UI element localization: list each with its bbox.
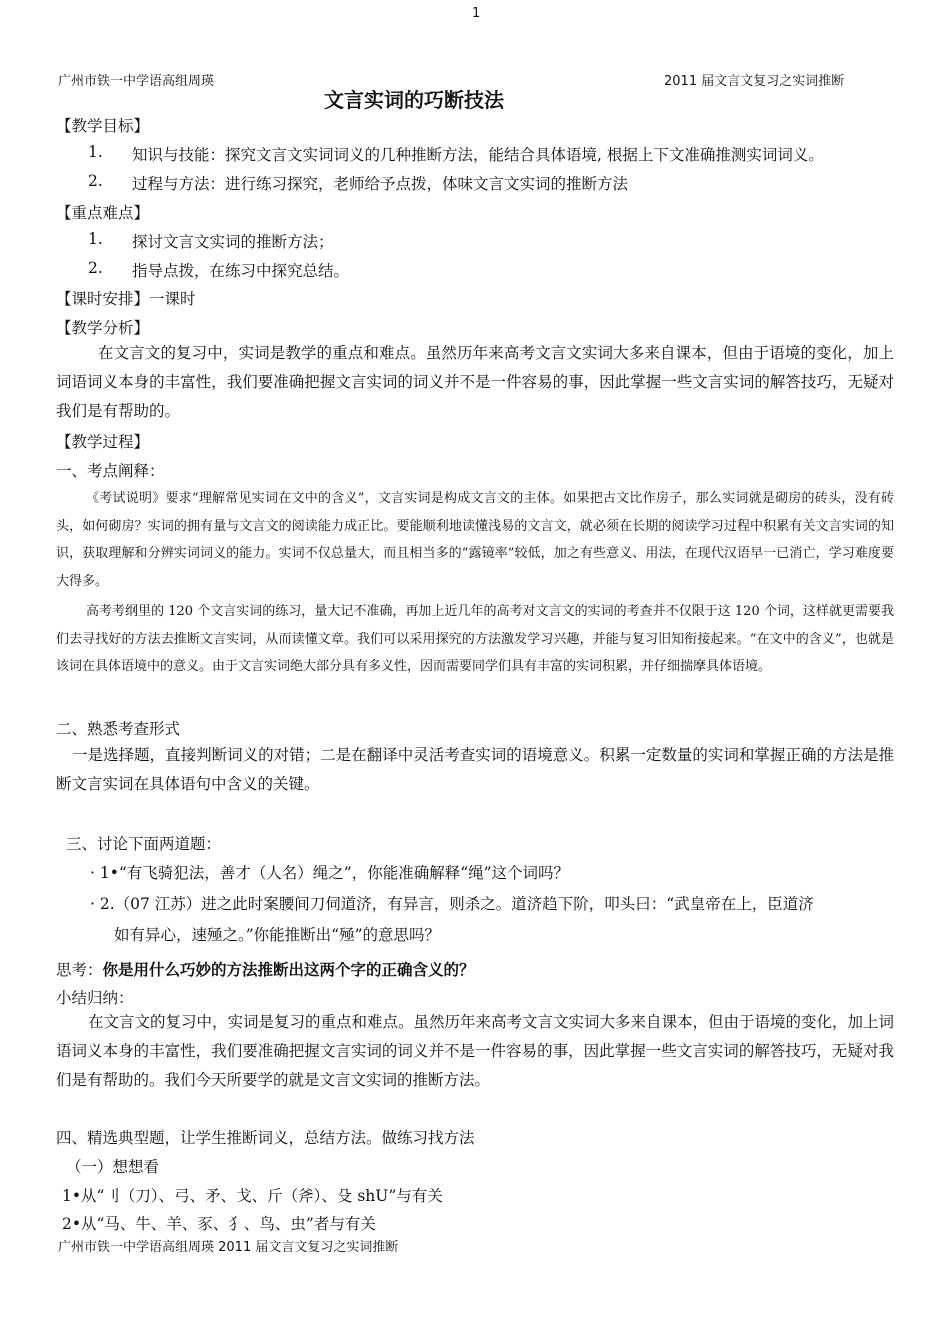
section4-heading: 四、精选典型题，让学生推断词义，总结方法。做练习找方法 [56,1129,475,1147]
section4-subheading: （一）想想看 [66,1158,160,1176]
goals-heading: 【教学目标】 [56,117,150,135]
keypoint-item-2-text: 指导点拨，在练习中探究总结。 [132,262,350,280]
goal-item-1-text: 知识与技能：探究文言文实词词义的几种推断方法，能结合具体语境, 根据上下文准确推测实词词义。 [132,146,824,164]
summary-text: 在文言文的复习中，实词是复习的重点和难点。虽然历年来高考文言文实词大多来自课本，但由于语境的变化，加上词语词义本身的丰富性，我们要准确把握文言实词的词义并不是一件容易的事，因此掌握一些文言实词的解答技巧，无疑对我们是有帮助的。我们今天所要学的就是文言文实词的推断方法。 [56,1013,895,1089]
page-title: 文言实词的巧断技法 [324,88,504,112]
footer-text: 广州市铁一中学语高组周瑛 2011 届文言文复习之实词推断 [58,1240,399,1255]
question-2-line-2: 如有异心，速殛之。”你能推断出“殛”的意思吗？ [114,926,441,944]
process-heading: 【教学过程】 [56,433,150,451]
section2-heading: 二、熟悉考查形式 [56,720,181,738]
analysis-text: 在文言文的复习中，实词是教学的重点和难点。虽然历年来高考文言文实词大多来自课本，但由于语境的变化，加上词语词义本身的丰富性，我们要准确把握文言实词的词义并不是一件容易的事，因此掌握一些文言实词的解答技巧，无疑对我们是有帮助的。 [56,344,894,420]
analysis-heading: 【教学分析】 [56,319,150,337]
question-1: · 1•“有飞骑犯法，善才（人名）绳之”，你能准确解释“绳”这个词吗？ [90,864,570,882]
keypoint-item-2-num: 2. [88,259,103,277]
section1-heading: 一、考点阐释： [56,462,165,480]
keypoint-item-1-num: 1. [88,230,103,248]
section1-para1-text: 《考试说明》要求“理解常见实词在文中的含义”，文言实词是构成文言文的主体。如果把古文比作房子，那么实词就是砌房的砖头，没有砖头，如何砌房？实词的拥有量与文言文的阅读能力成正比。要能顺利地读懂浅易的文言文，就必须在长期的阅读学习过程中积累有关文言实词的知识，获取理解和分辨实词词义的能力。实词不仅总量大，而且相当多的“露镜率”较低，加之有些意义、用法，在现代汉语早一已消亡，学习难度要大得多。 [56,491,894,589]
analysis-paragraph [56,339,894,426]
section4-item-1: 1•从“刂（刀）、弓、矛、戈、斤（斧）、殳 shU”与有关 [62,1187,443,1205]
keypoints-heading: 【重点难点】 [56,204,150,222]
goal-item-1-num: 1. [88,143,103,161]
goal-item-2-text: 过程与方法：进行练习探究，老师给予点拨，体味文言文实词的推断方法 [132,175,629,193]
section4-item-2: 2•从“马、牛、羊、豕、犭、鸟、虫”者与有关 [62,1215,376,1233]
summary-paragraph [56,1008,894,1095]
schedule-line: 【课时安排】一课时 [56,290,196,308]
think-line [56,958,475,980]
think-question: 你是用什么巧妙的方法推断出这两个字的正确含义的？ [102,961,475,979]
keypoint-item-1-text: 探讨文言文实词的推断方法； [132,233,334,251]
section2-paragraph [56,741,894,799]
summary-heading: 小结归纳： [56,989,134,1007]
header-right: 2011 届文言文复习之实词推断 [664,74,845,89]
goal-item-2-num: 2. [88,172,103,190]
header-left: 广州市铁一中学语高组周瑛 [58,74,215,89]
section1-paragraph-1 [56,485,894,595]
section2-text: 一是选择题，直接判断词义的对错；二是在翻译中灵活考查实词的语境意义。积累一定数量的实词和掌握正确的方法是推断文言实词在具体语句中含义的关键。 [56,746,894,793]
section3-heading: 三、讨论下面两道题： [66,835,222,853]
section1-para2-text: 高考考纲里的 120 个文言实词的练习，量大记不准确，再加上近几年的高考对文言文的实词的考查并不仅限于这 120 个词，这样就更需要我们去寻找好的方法去推断文言实词，从而读懂文章。我们可以采用探究的方法激发学习兴趣，并能与复习旧知衔接起来。“在文中的含义”，也就是该词在具体语境中的意义。由于文言实词绝大部分具有多义性，因而需要同学们具有丰富的实词积累，并仔细揣摩具体语境。 [56,604,894,674]
question-2-line-1: · 2.（07 江苏）进之此时案腰间刀伺道济，有异言，则杀之。道济趋下阶，叩头曰：“武皇帝在上，臣道济 [90,895,814,913]
section1-paragraph-2 [56,598,894,681]
page-number: 1 [472,6,481,21]
think-label: 思考： [56,961,103,979]
